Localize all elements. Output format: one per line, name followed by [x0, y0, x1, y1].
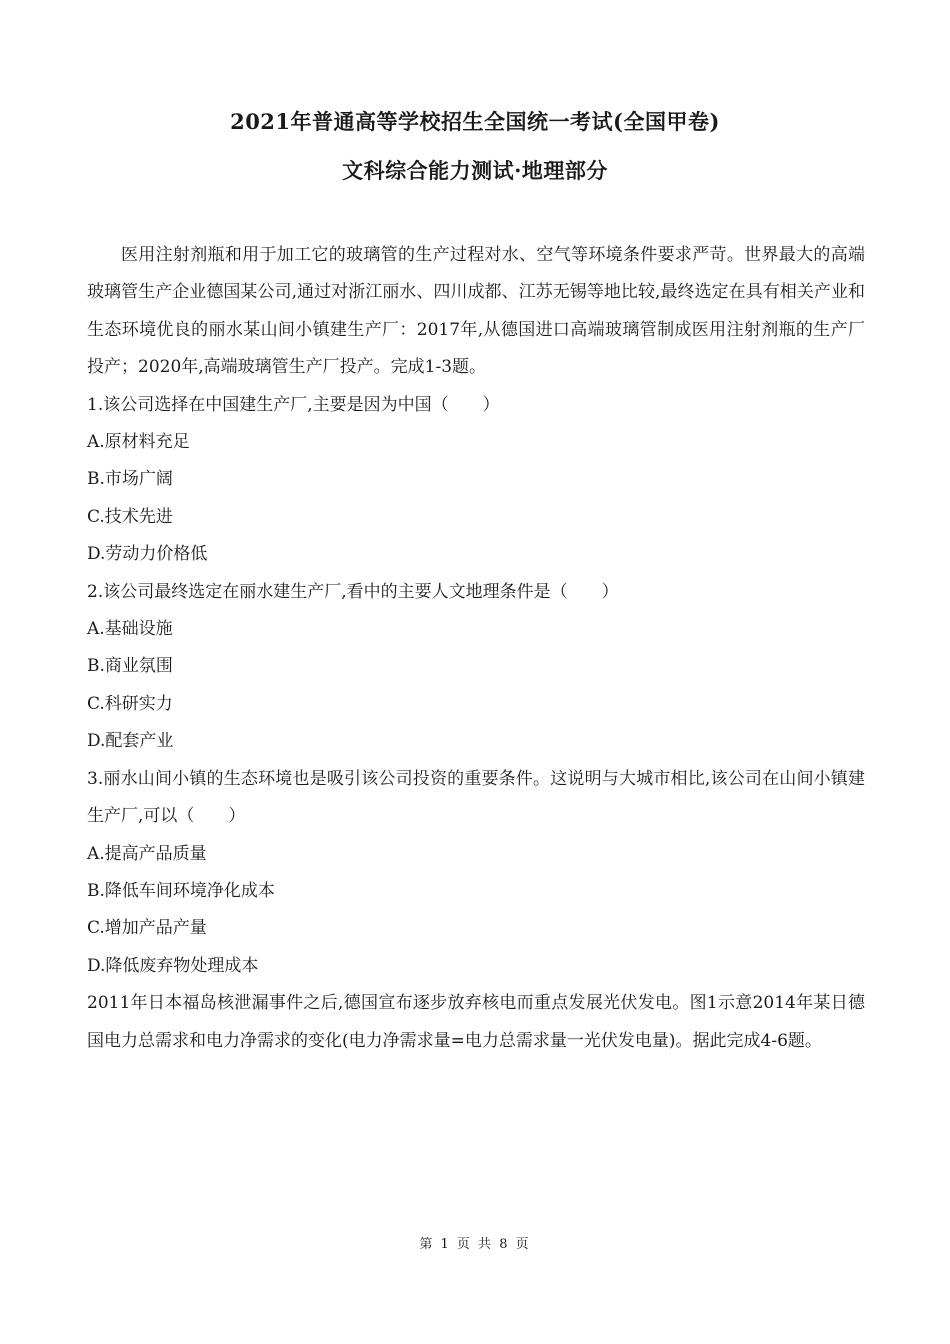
option-d: D.降低废弃物处理成本 [87, 955, 259, 976]
question-3 [87, 761, 865, 985]
question-stem: 2.该公司最终选定在丽水建生产厂,看中的主要人文地理条件是（ ） [87, 581, 619, 602]
option-c: C.技术先进 [87, 506, 173, 527]
question-1 [87, 387, 865, 574]
option-b: B.商业氛围 [87, 656, 173, 677]
question-stem: 1.该公司选择在中国建生产厂,主要是因为中国（ ） [87, 394, 500, 415]
option-a: A.提高产品质量 [87, 843, 207, 864]
option-d: D.劳动力价格低 [87, 544, 208, 565]
question-stem: 3.丽水山间小镇的生态环境也是吸引该公司投资的重要条件。这说明与大城市相比,该公司在山间小镇建生产厂,可以（ ） [87, 768, 865, 827]
passage-1: 医用注射剂瓶和用于加工它的玻璃管的生产过程对水、空气等环境条件要求严苛。世界最大的高端玻璃管生产企业德国某公司,通过对浙江丽水、四川成都、江苏无锡等地比较,最终选定在具有相关产业和生态环境优良的丽水某山间小镇建生产厂：2017年,从德国进口高端玻璃管制成医用注射剂瓶的生产厂投产；2020年,高端玻璃管生产厂投产。完成1-3题。 [87, 245, 865, 378]
option-a: A.基础设施 [87, 619, 173, 640]
option-c: C.科研实力 [87, 693, 173, 714]
page-title: 2021年普通高等学校招生全国统一考试(全国甲卷) [230, 109, 720, 134]
passage-2: 2011年日本福岛核泄漏事件之后,德国宣布逐步放弃核电而重点发展光伏发电。图1示意2014年某日德国电力总需求和电力净需求的变化(电力净需求量=电力总需求量一光伏发电量)。据此完成4-6题。 [87, 993, 865, 1051]
page-subtitle: 文科综合能力测试·地理部分 [342, 158, 608, 183]
option-a: A.原材料充足 [87, 432, 190, 453]
option-c: C.增加产品产量 [87, 918, 207, 939]
document-body [87, 237, 865, 1060]
option-d: D.配套产业 [87, 731, 174, 752]
question-2 [87, 574, 865, 761]
page-number: 第 1 页 共 8 页 [419, 1237, 531, 1252]
option-b: B.市场广阔 [87, 469, 173, 490]
option-b: B.降低车间环境净化成本 [87, 880, 275, 901]
